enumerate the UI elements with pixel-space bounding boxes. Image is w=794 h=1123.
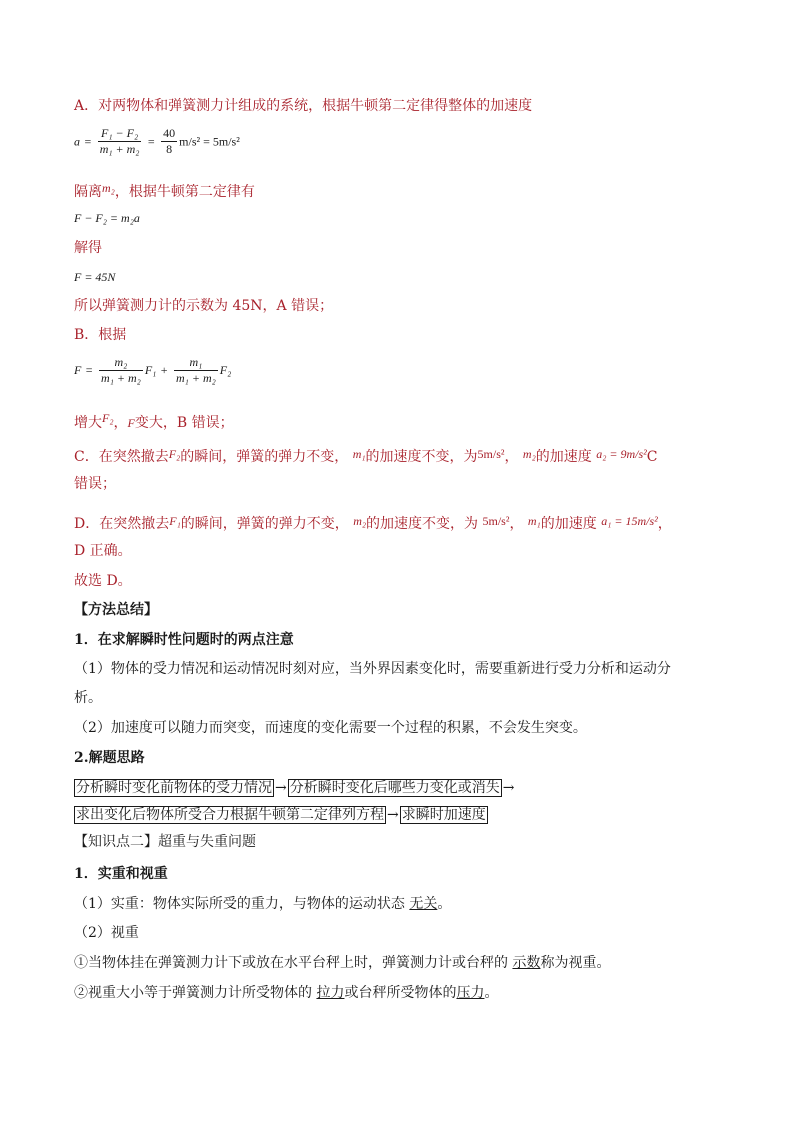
- knowledge-point-2-header: 【知识点二】超重与失重问题: [74, 834, 256, 850]
- apparent-weight-point-1: ①当物体挂在弹簧测力计下或放在水平台秤上时，弹簧测力计或台秤的 示数称为视重。: [74, 955, 611, 971]
- force-distribution-formula: F = $\frac{\text{m₂}}{\text{m₁ + m₂}}$ F₁ + $\frac{\text{m₁}}{\text{m₁ + m₂}}$ F₂: [74, 354, 232, 385]
- fraction-force-over-mass: $\frac{\text{F₁ − F₂}}{\text{m₁ + m₂}}$: [99, 126, 140, 156]
- apparent-weight-title: （2）视重: [74, 925, 139, 941]
- option-b-intro: B．根据: [74, 327, 127, 343]
- answer-choice: 故选 D。: [74, 573, 132, 589]
- blank-answer: 示数: [512, 955, 541, 971]
- acceleration-formula: a = $\frac{\text{F₁ − F₂}}{\text{m₁ + m₂}}$ = $\frac{40}{8}$ m/s² = 5m/s²: [74, 126, 240, 156]
- flow-row-1: [74, 778, 515, 798]
- increase-f2-line: 增大F₂，F变大，B 错误；: [74, 411, 234, 431]
- flow-step-1: 分析瞬时变化前物体的受力情况: [76, 780, 272, 796]
- flow-step-3: 求出变化后物体所受合力根据牛顿第二定律列方程: [76, 807, 384, 823]
- arrow-icon: →: [387, 807, 399, 823]
- option-a-intro: A．对两物体和弹簧测力计组成的系统，根据牛顿第二定律得整体的加速度: [74, 98, 533, 114]
- apparent-weight-point-2: ②视重大小等于弹簧测力计所受物体的 拉力或台秤所受物体的压力。: [74, 985, 499, 1001]
- force-result: F = 45N: [74, 270, 116, 284]
- summary-item-2-title: 2.解题思路: [74, 750, 145, 766]
- summary-item-1-title: 1．在求解瞬时性问题时的两点注意: [74, 632, 294, 648]
- option-d-line: D．在突然撤去F₁的瞬间，弹簧的弹力不变， m₂的加速度不变，为 5m/s²， m₁的加速度 a₁ = 15m/s²，: [74, 514, 672, 532]
- newton-second-law-eq: F − F₂ = m₂a: [74, 211, 140, 225]
- kp2-item-1-title: 1．实重和视重: [74, 866, 168, 882]
- option-c-line: C．在突然撤去F₂的瞬间，弹簧的弹力不变， m₁的加速度不变，为5m/s²， m₂的加速度 a₂ = 9m/s²C: [74, 447, 658, 465]
- symbol-a: a: [74, 134, 80, 149]
- arrow-icon: →: [502, 780, 515, 796]
- flow-row-2: [74, 805, 488, 825]
- method-summary-header: 【方法总结】: [74, 602, 158, 618]
- blank-answer: 拉力: [316, 985, 345, 1001]
- option-c-continued: 错误；: [74, 476, 116, 492]
- summary-item-1-point-2: （2）加速度可以随力而突变，而速度的变化需要一个过程的积累，不会发生突变。: [74, 720, 587, 736]
- option-d-continued: D 正确。: [74, 543, 132, 559]
- flow-step-4: 求瞬时加速度: [401, 807, 486, 823]
- summary-item-1-point-1-cont: 析。: [74, 690, 102, 706]
- real-weight-line: （1）实重：物体实际所受的重力，与物体的运动状态 无关。: [74, 896, 452, 912]
- option-a-conclusion: 所以弹簧测力计的示数为 45N，A 错误；: [74, 298, 334, 314]
- flow-step-2: 分析瞬时变化后哪些力变化或消失: [289, 780, 500, 796]
- isolate-m2-line: 隔离m₂，根据牛顿第二定律有: [74, 181, 255, 200]
- fraction-40-over-8: $\frac{40}{8}$: [163, 126, 176, 156]
- blank-answer: 压力: [456, 985, 485, 1001]
- solve-label: 解得: [74, 240, 102, 256]
- blank-answer: 无关: [409, 896, 438, 912]
- arrow-icon: →: [275, 780, 287, 796]
- summary-item-1-point-1: （1）物体的受力情况和运动情况时刻对应，当外界因素变化时，需要重新进行受力分析和运动分: [74, 661, 671, 677]
- acceleration-result: m/s² = 5m/s²: [179, 134, 240, 149]
